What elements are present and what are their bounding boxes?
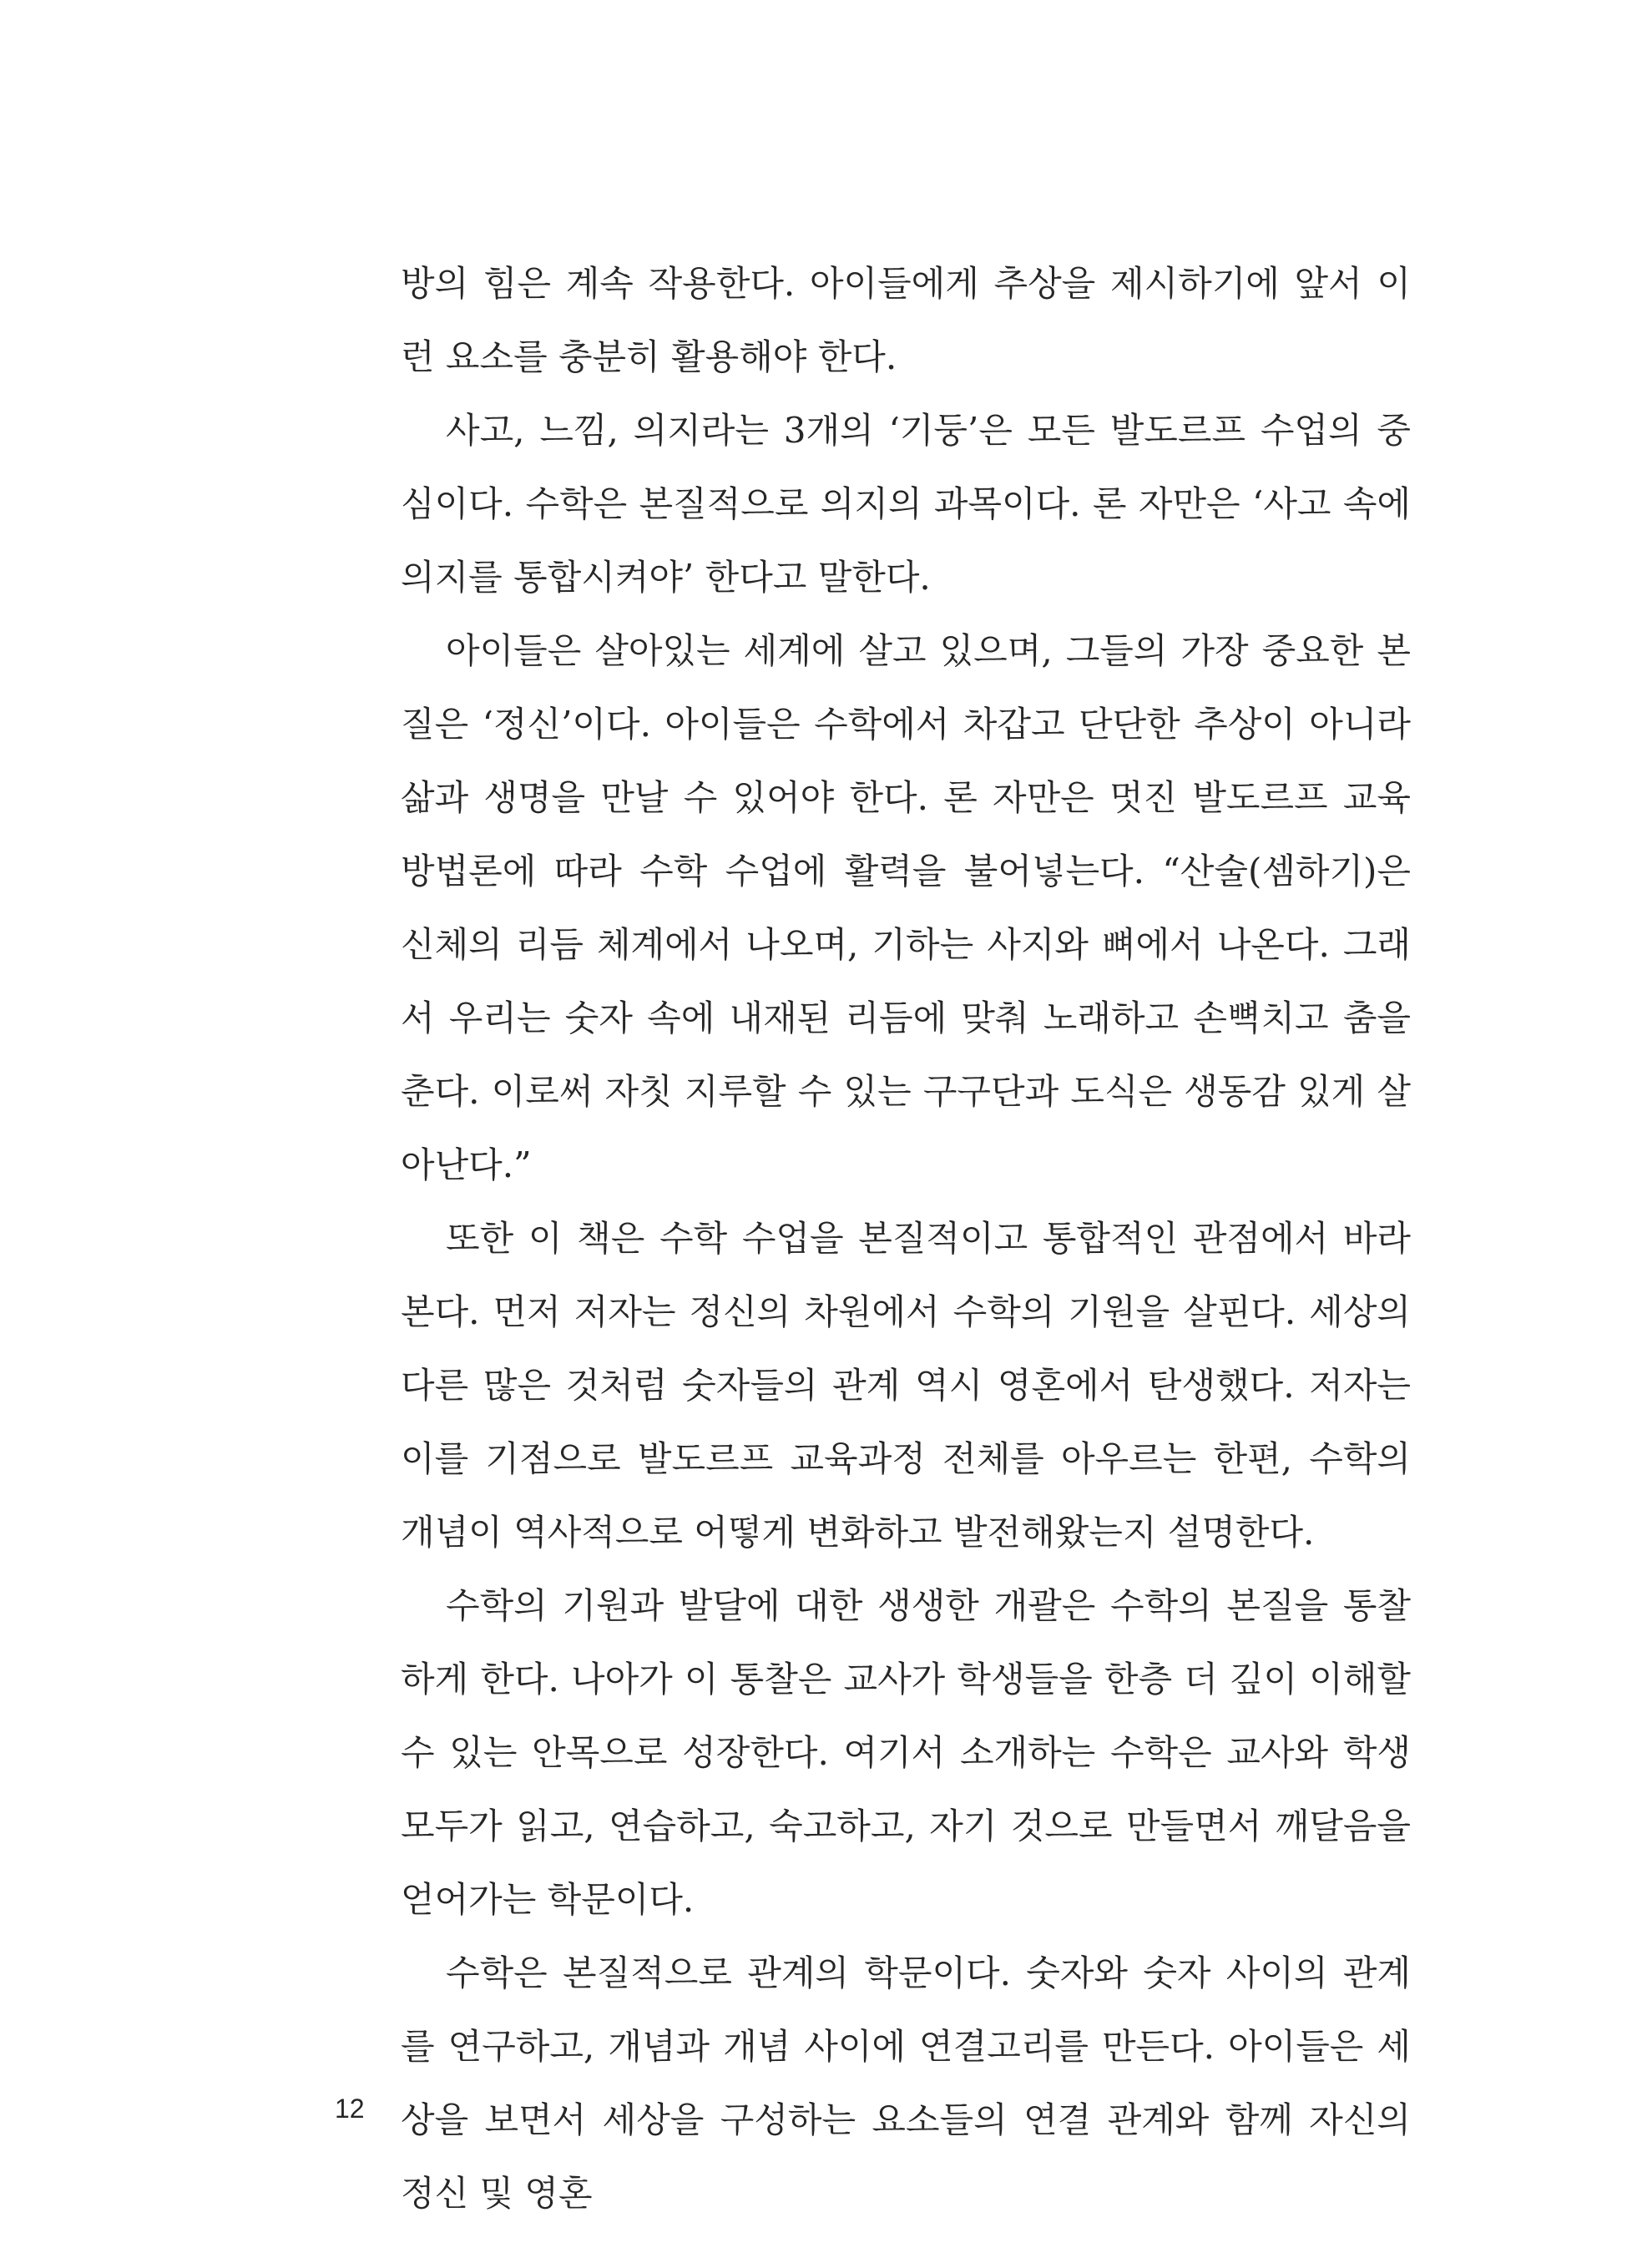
paragraph-integrated-view: 또한 이 책은 수학 수업을 본질적이고 통합적인 관점에서 바라본다. 먼저 저자는 정신의 차원에서 수학의 기원을 살핀다. 세상의 다른 많은 것처럼 숫자들의 관계 역시 영혼에서 탄생했다. 저자는 이를 기점으로 발도르프 교육과정 전체를 아우르는 한편, 수학의 개념이 역사적으로 어떻게 변화하고 발전해왔는지 설명한다. [401, 1218, 1411, 1553]
paragraph-continued: 방의 힘은 계속 작용한다. 아이들에게 추상을 제시하기에 앞서 이런 요소를 충분히 활용해야 한다. [401, 263, 1411, 377]
paragraph-living-world: 아이들은 살아있는 세계에 살고 있으며, 그들의 가장 중요한 본질은 ‘정신’이다. 아이들은 수학에서 차갑고 단단한 추상이 아니라 삶과 생명을 만날 수 있어야 한다. 론 자만은 멋진 발도르프 교육 방법론에 따라 수학 수업에 활력을 불어넣는다. “산술(셈하기)은 신체의 리듬 체계에서 나오며, 기하는 사지와 뼈에서 나온다. 그래서 우리는 숫자 속에 내재된 리듬에 맞춰 노래하고 손뼉치고 춤을 춘다. 이로써 자칫 지루할 수 있는 구구단과 도식은 생동감 있게 살아난다.” [401, 630, 1411, 1185]
paragraph-origins-overview: 수학의 기원과 발달에 대한 생생한 개괄은 수학의 본질을 통찰하게 한다. 나아가 이 통찰은 교사가 학생들을 한층 더 깊이 이해할 수 있는 안목으로 성장한다. 여기서 소개하는 수학은 교사와 학생 모두가 읽고, 연습하고, 숙고하고, 자기 것으로 만들면서 깨달음을 얻어가는 학문이다. [401, 1585, 1411, 1920]
paragraph-relations: 수학은 본질적으로 관계의 학문이다. 숫자와 숫자 사이의 관계를 연구하고, 개념과 개념 사이에 연결고리를 만든다. 아이들은 세상을 보면서 세상을 구성하는 요소들의 연결 관계와 함께 자신의 정신 및 영혼 [401, 1952, 1411, 2214]
body-text [401, 247, 1411, 2230]
page-number: 12 [335, 2094, 365, 2124]
paragraph-pillars: 사고, 느낌, 의지라는 3개의 ‘기둥’은 모든 발도르프 수업의 중심이다. 수학은 본질적으로 의지의 과목이다. 론 자만은 ‘사고 속에 의지를 통합시켜야’ 한다고 말한다. [401, 410, 1411, 598]
